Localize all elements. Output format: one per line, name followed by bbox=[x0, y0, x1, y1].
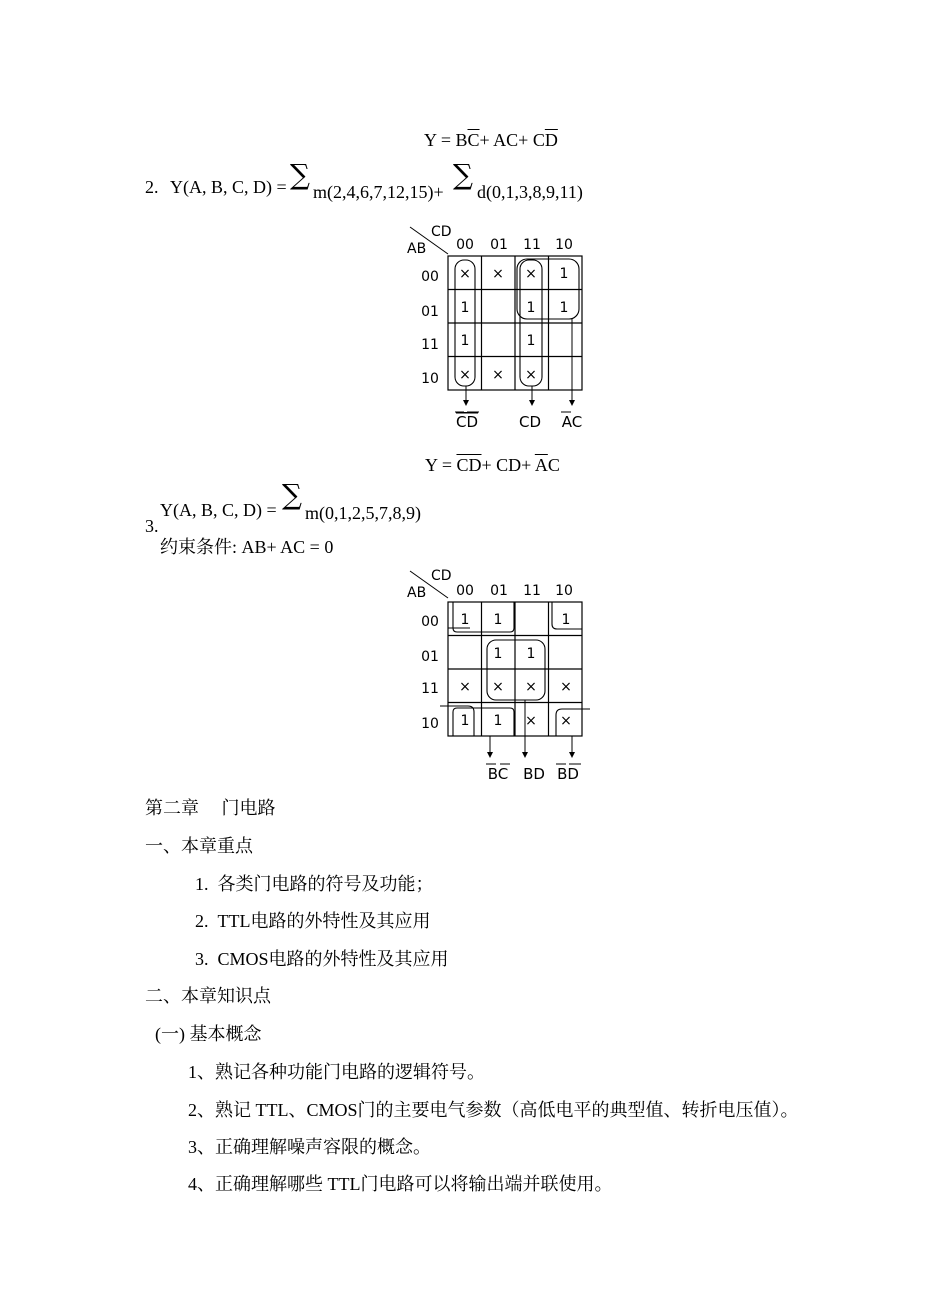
q2-sigma-1: ∑ bbox=[290, 158, 310, 191]
q3-kmap-term-label: BD bbox=[523, 765, 545, 783]
key-point-item bbox=[195, 945, 449, 971]
q2-result-c-bar: $\overline{C}$ bbox=[456, 455, 469, 475]
q2-result-a-bar: $\overline{A}$ bbox=[534, 455, 548, 475]
key-point-text: CMOS电路的外特性及其应用 bbox=[217, 949, 449, 969]
concept-item: 1、熟记各种功能门电路的逻辑符号。 bbox=[188, 1062, 485, 1082]
key-point-text: TTL电路的外特性及其应用 bbox=[217, 911, 431, 931]
q2-minterms: m(2,4,6,7,12,15)+ bbox=[313, 182, 444, 202]
q1-result-lhs: Y = B bbox=[424, 130, 468, 150]
q2-kmap-col-header: 10 bbox=[555, 237, 573, 253]
q2-kmap bbox=[400, 222, 610, 434]
q3-number: 3. bbox=[145, 516, 159, 536]
q1-result-equation bbox=[424, 130, 558, 151]
q2-kmap-term-label: CD bbox=[455, 413, 479, 431]
q3-kmap-cell: 1 bbox=[526, 646, 536, 662]
q2-dontcares: d(0,1,3,8,9,11) bbox=[477, 182, 583, 202]
q2-kmap-cell: × bbox=[459, 266, 471, 282]
chapter-title: 第二章 门电路 bbox=[145, 798, 276, 818]
key-point-number: 2. bbox=[195, 911, 209, 931]
q3-kmap-cell: 1 bbox=[460, 713, 470, 729]
q3-kmap-corner-cd: CD bbox=[431, 568, 452, 584]
q1-result-c-bar: $\overline{C}$ bbox=[467, 130, 480, 150]
q3-kmap-cell: × bbox=[525, 679, 537, 695]
q2-lhs: Y(A, B, C, D) = bbox=[170, 177, 287, 197]
q2-kmap-col-header: 01 bbox=[490, 237, 508, 253]
key-point-number: 1. bbox=[195, 874, 209, 894]
q2-kmap-cell: 1 bbox=[460, 300, 470, 316]
q3-kmap-col-header: 00 bbox=[456, 583, 474, 599]
q2-kmap-term-label: CD bbox=[518, 413, 542, 431]
concept-item: 3、正确理解噪声容限的概念。 bbox=[188, 1137, 431, 1157]
q2-kmap-cell: × bbox=[525, 367, 537, 383]
q2-kmap-term-label: AC bbox=[561, 413, 583, 431]
q2-kmap-col-header: 00 bbox=[456, 237, 474, 253]
q2-kmap-corner-ab: AB bbox=[407, 241, 427, 257]
q3-lhs: Y(A, B, C, D) = bbox=[160, 500, 277, 520]
q2-kmap-cell: × bbox=[525, 266, 537, 282]
q3-kmap-row-header: 01 bbox=[421, 649, 439, 665]
q2-kmap-cell: × bbox=[492, 367, 504, 383]
q3-kmap-col-header: 10 bbox=[555, 583, 573, 599]
key-point-number: 3. bbox=[195, 949, 209, 969]
q3-kmap-col-header: 11 bbox=[523, 583, 541, 599]
q3-kmap-term-label: BD bbox=[557, 765, 579, 783]
key-point-text: 各类门电路的符号及功能； bbox=[217, 874, 434, 894]
q2-result-lhs: Y = bbox=[425, 455, 457, 475]
concept-item: 4、正确理解哪些 TTL门电路可以将输出端并联使用。 bbox=[188, 1174, 613, 1194]
q3-kmap-cell: × bbox=[492, 679, 504, 695]
q3-kmap-cell: × bbox=[525, 713, 537, 729]
q2-kmap-cell: 1 bbox=[460, 333, 470, 349]
q2-number: 2. bbox=[145, 177, 159, 197]
q3-kmap-cell: 1 bbox=[460, 612, 470, 628]
q3-kmap-col-header: 01 bbox=[490, 583, 508, 599]
section-heading-key-points: 一、本章重点 bbox=[145, 836, 253, 856]
q3-kmap-cell: 1 bbox=[493, 713, 503, 729]
q3-minterms: m(0,1,2,5,7,8,9) bbox=[305, 503, 421, 523]
q2-kmap-row-header: 00 bbox=[421, 269, 439, 285]
q2-kmap-row-header: 11 bbox=[421, 337, 439, 353]
section-heading-knowledge: 二、本章知识点 bbox=[145, 986, 271, 1006]
q3-kmap-cell: 1 bbox=[561, 612, 571, 628]
q3-kmap-cell: 1 bbox=[493, 612, 503, 628]
q1-result-d-bar: $\overline{D}$ bbox=[544, 130, 558, 150]
q2-kmap-cell: × bbox=[492, 266, 504, 282]
q2-kmap-cell: 1 bbox=[526, 333, 536, 349]
q3-sigma: ∑ bbox=[282, 478, 302, 511]
q3-kmap-cell: 1 bbox=[493, 646, 503, 662]
q2-result-equation bbox=[425, 455, 560, 476]
q2-kmap-row-header: 10 bbox=[421, 371, 439, 387]
q3-kmap-cell: × bbox=[560, 713, 572, 729]
q3-kmap-corner-ab: AB bbox=[407, 585, 427, 601]
q2-result-c: C bbox=[547, 455, 560, 475]
q2-kmap-cell: 1 bbox=[559, 300, 569, 316]
q3-kmap-row-header: 10 bbox=[421, 716, 439, 732]
q2-sigma-2: ∑ bbox=[453, 158, 473, 191]
q2-kmap-corner-cd: CD bbox=[431, 224, 452, 240]
q2-kmap-cell: 1 bbox=[559, 266, 569, 282]
q2-kmap-cell: 1 bbox=[526, 300, 536, 316]
q2-kmap-row-header: 01 bbox=[421, 304, 439, 320]
q3-kmap-cell: × bbox=[459, 679, 471, 695]
subsection-basic-concepts: (一) 基本概念 bbox=[155, 1024, 262, 1044]
q2-kmap-cell: × bbox=[459, 367, 471, 383]
q3-kmap-cell: × bbox=[560, 679, 572, 695]
q3-kmap-row-header: 00 bbox=[421, 614, 439, 630]
q1-result-rest: + AC+ C bbox=[479, 130, 545, 150]
concept-item: 2、熟记 TTL、CMOS门的主要电气参数（高低电平的典型值、转折电压值）。 bbox=[188, 1100, 799, 1120]
q2-result-mid: + CD+ bbox=[481, 455, 535, 475]
q3-constraint: 约束条件: AB+ AC = 0 bbox=[160, 537, 334, 557]
q2-kmap-col-header: 11 bbox=[523, 237, 541, 253]
key-point-item bbox=[195, 907, 430, 933]
q3-kmap-row-header: 11 bbox=[421, 681, 439, 697]
q3-kmap-term-label: BC bbox=[487, 765, 509, 783]
q2-result-d-bar: $\overline{D}$ bbox=[468, 455, 482, 475]
key-point-item bbox=[195, 870, 434, 896]
q3-kmap bbox=[400, 566, 610, 786]
